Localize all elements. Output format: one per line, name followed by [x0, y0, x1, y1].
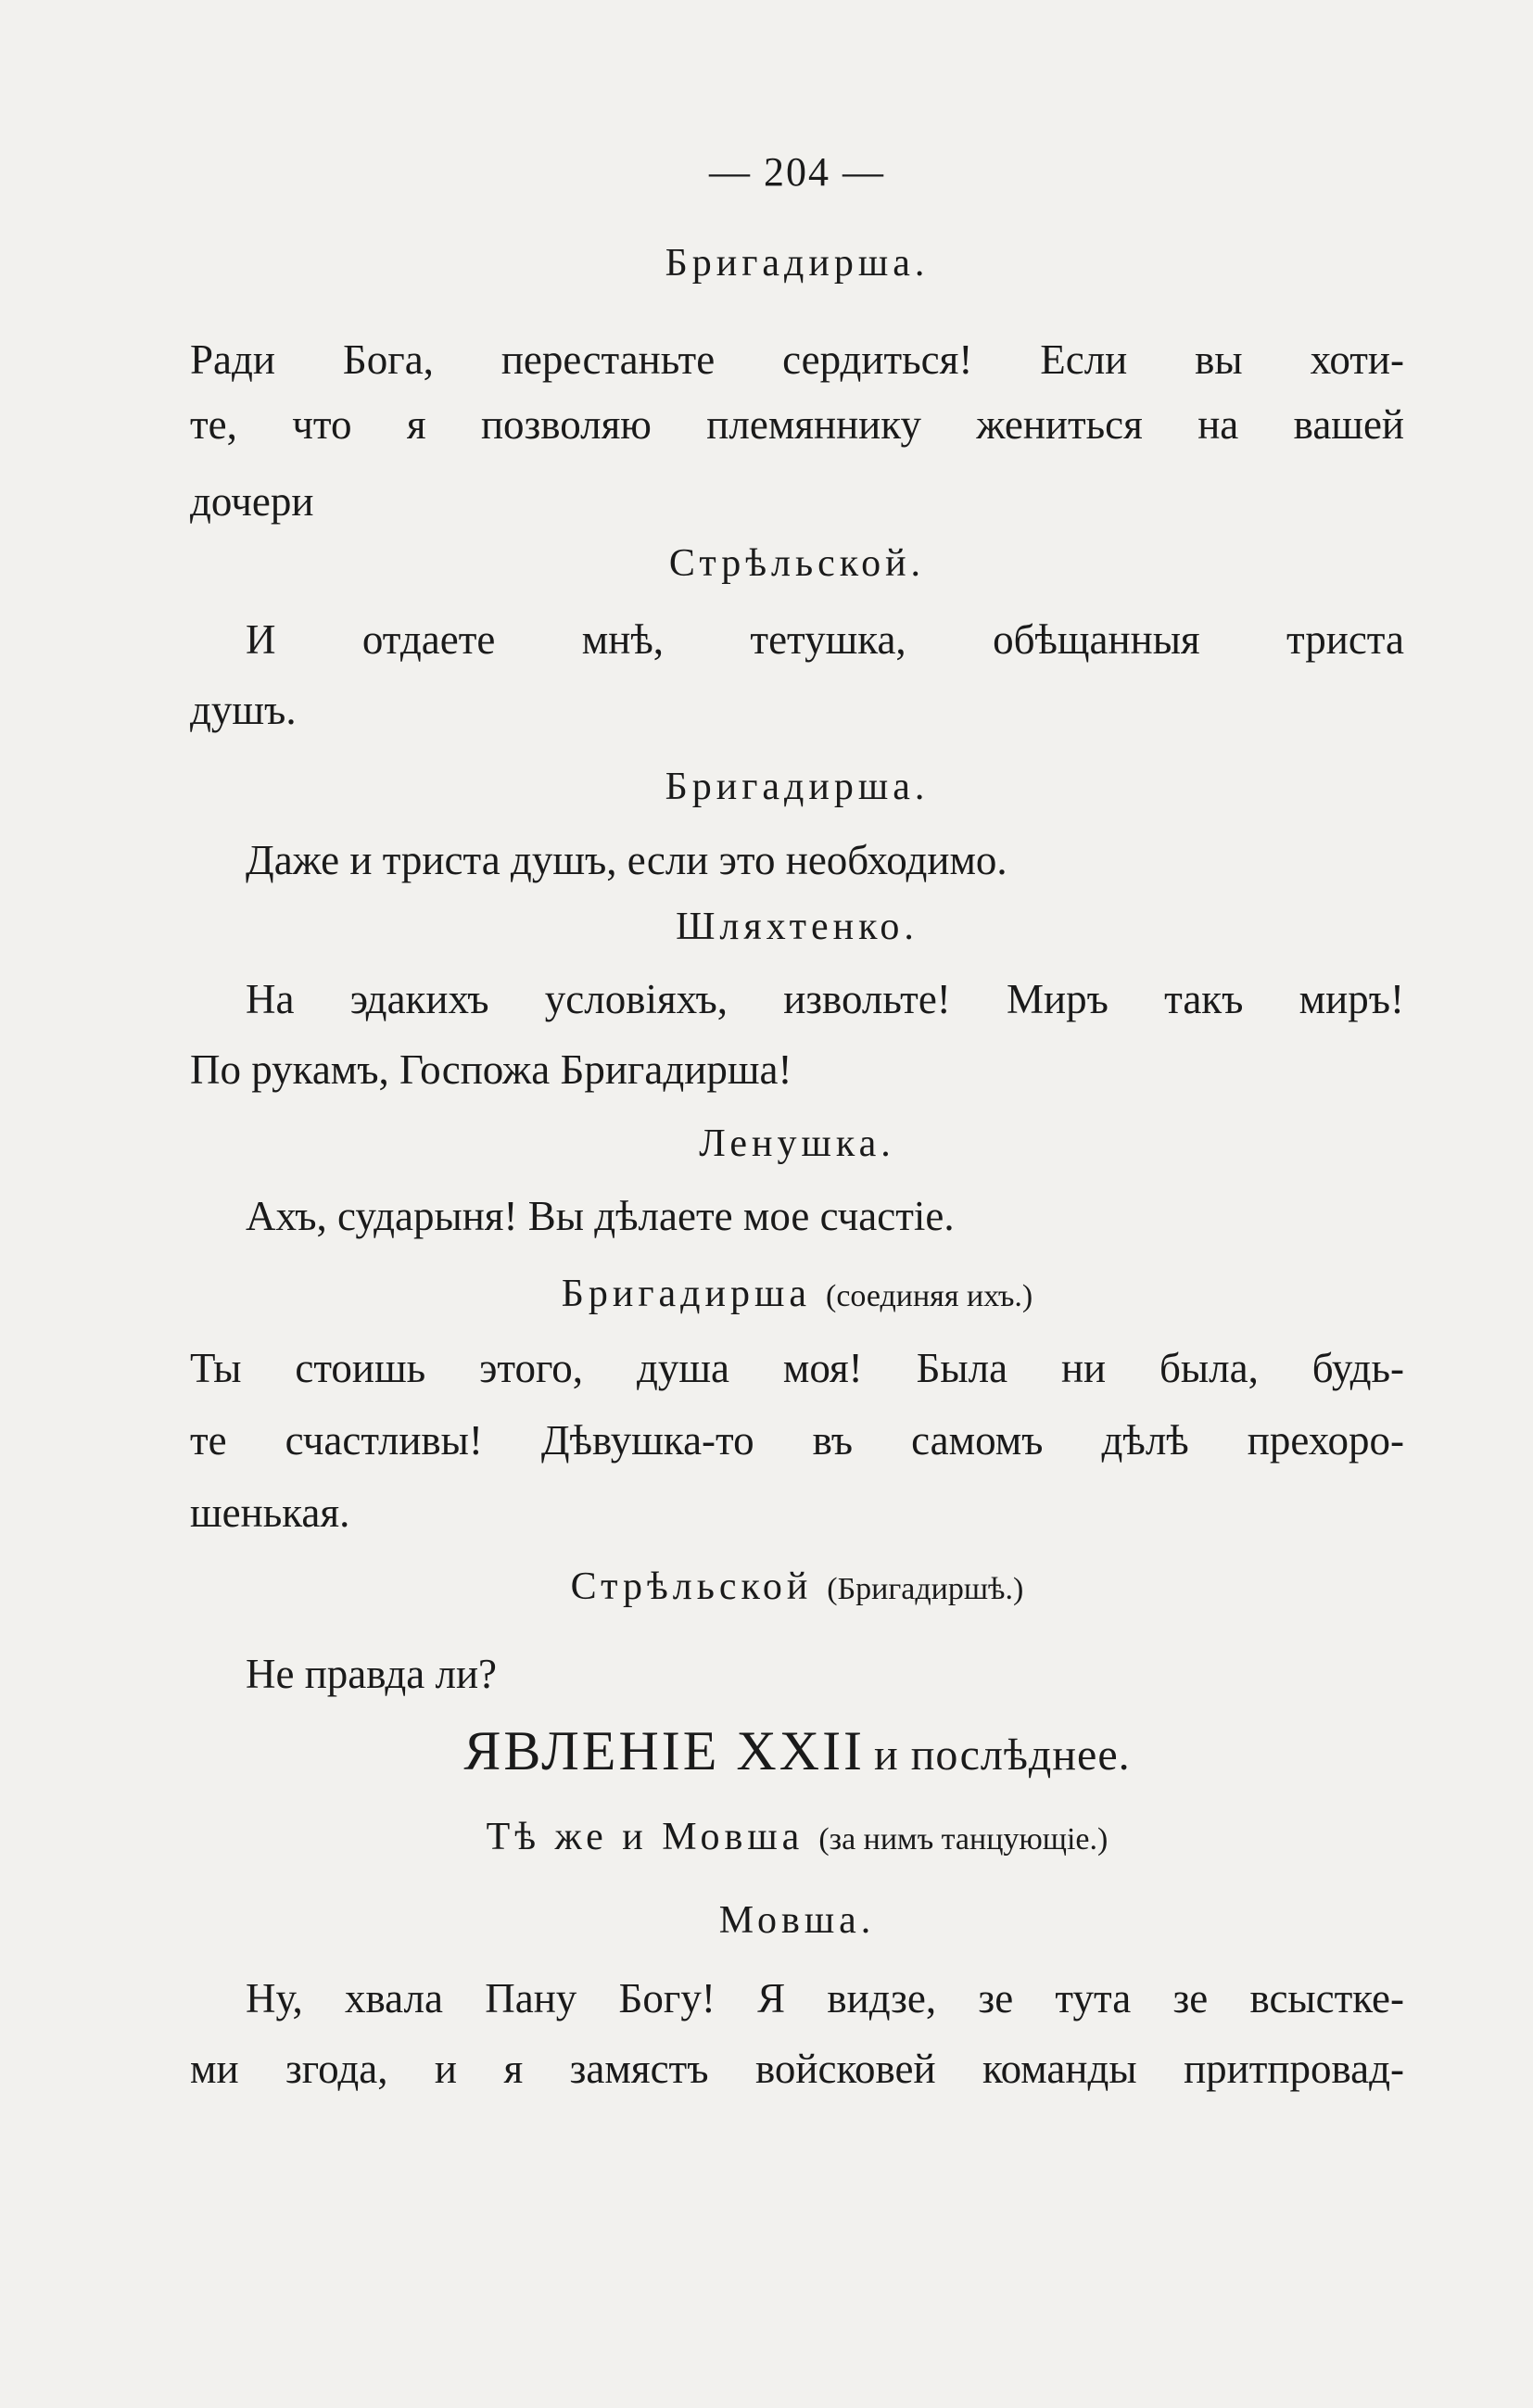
- text-line: те счастливы! Дѣвушка-то въ самомъ дѣлѣ прехоро-: [190, 1417, 1404, 1464]
- text-line: те, что я позволяю племяннику жениться на вашей: [190, 401, 1404, 448]
- text-line: шенькая.: [190, 1489, 350, 1536]
- text-line: Даже и триста душъ, если это необходимо.: [246, 837, 1007, 883]
- text-line: По рукамъ, Госпожа Бригадирша!: [190, 1046, 792, 1093]
- text-line: душъ.: [190, 687, 297, 733]
- speaker-name: Бригадирша.: [665, 242, 930, 285]
- speaker-with-direction: [190, 1565, 1404, 1609]
- speaker-name: Стрѣльской.: [668, 542, 926, 585]
- scene-cast: [190, 1815, 1404, 1859]
- scene-number: ЯВЛЕНІЕ XXII: [463, 1720, 866, 1781]
- cast-names: Тѣ же и Мовша: [486, 1816, 805, 1858]
- text-line: ми згода, и я замястъ войсковей команды притпровад-: [190, 2046, 1404, 2092]
- text-line: дочери: [190, 478, 314, 525]
- text-line: Не правда ли?: [246, 1651, 498, 1697]
- stage-direction: (Бригадиршѣ.): [827, 1572, 1024, 1606]
- speaker-name: Стрѣльской: [570, 1565, 813, 1608]
- speaker-name: Шляхтенко.: [676, 906, 919, 948]
- speaker-name: Бригадирша.: [665, 766, 930, 808]
- text-line: Ты стоишь этого, душа моя! Была ни была, будь-: [190, 1345, 1404, 1391]
- stage-direction: (за нимъ танцующіе.): [818, 1822, 1109, 1857]
- speaker-name: Ленушка.: [699, 1122, 895, 1165]
- speaker-with-direction: [190, 1272, 1404, 1316]
- speaker-name: Мовша.: [718, 1899, 876, 1942]
- scene-subtitle: и послѣднее.: [874, 1730, 1131, 1780]
- book-page: [190, 130, 1404, 2336]
- page-number: — 204 —: [709, 149, 885, 195]
- text-line: На эдакихъ условіяхъ, извольте! Миръ такъ миръ!: [246, 976, 1404, 1022]
- stage-direction: (соединяя ихъ.): [826, 1279, 1033, 1313]
- text-line: Ахъ, сударыня! Вы дѣлаете мое счастіе.: [246, 1193, 955, 1239]
- text-line: И отдаете мнѣ, тетушка, обѣщанныя триста: [246, 616, 1404, 663]
- speaker-name: Бригадирша: [561, 1273, 812, 1315]
- scene-heading: [190, 1719, 1404, 1783]
- text-line: Ради Бога, перестаньте сердиться! Если вы хоти-: [190, 336, 1404, 383]
- text-line: Ну, хвала Пану Богу! Я видзе, зе тута зе всыстке-: [246, 1975, 1404, 2021]
